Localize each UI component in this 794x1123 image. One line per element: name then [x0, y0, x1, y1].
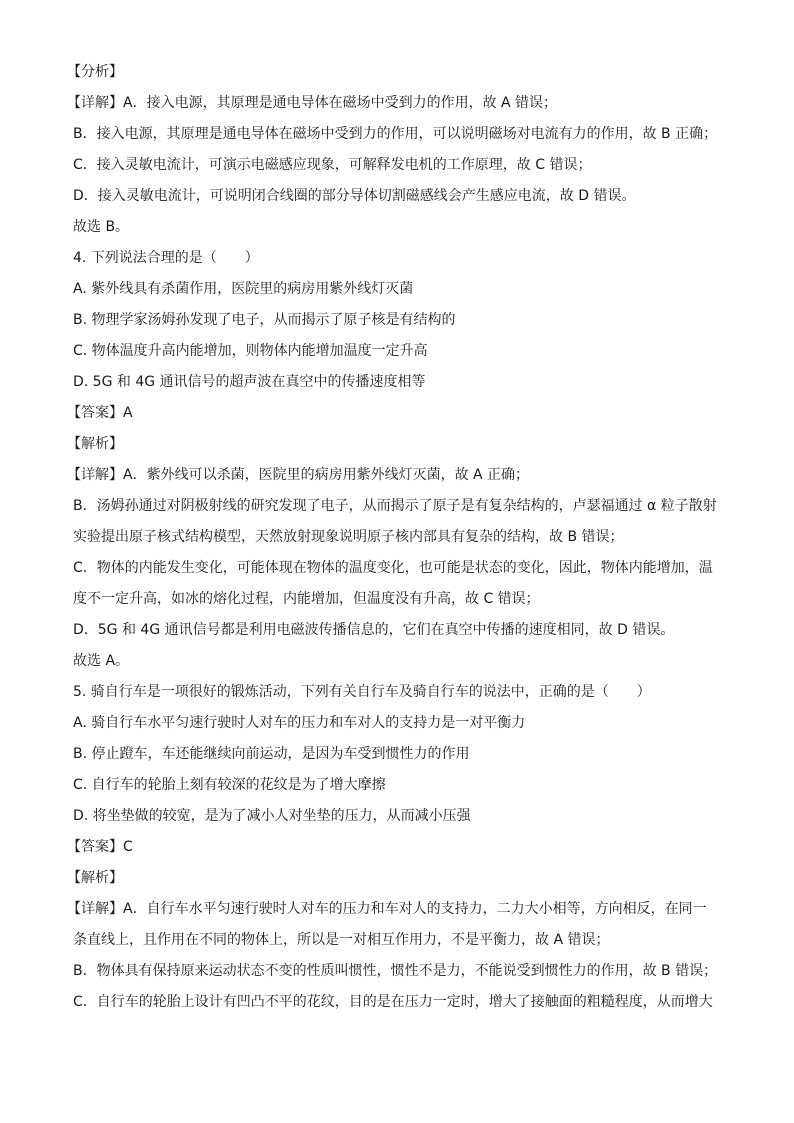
explanation-line: 【详解】A．接入电源，其原理是通电导体在磁场中受到力的作用，故 A 错误；: [67, 95, 558, 111]
explanation-line: C．自行车的轮胎上设计有凹凸不平的花纹，目的是在压力一定时，增大了接触面的粗糙程度，从而增大: [73, 994, 713, 1010]
section-label-answer: 【答案】C: [67, 839, 133, 855]
answer-choice-line: 故选 A。: [73, 653, 130, 669]
explanation-line: B．接入电源，其原理是通电导体在磁场中受到力的作用，可以说明磁场对电流有力的作用，故 B 正确；: [73, 126, 718, 142]
document-page: [67, 62, 721, 1023]
question-5-option-c: C. 自行车的轮胎上刻有较深的花纹是为了增大摩擦: [73, 777, 386, 793]
section-label-solution: 【解析】: [67, 436, 123, 452]
answer-choice-line: 故选 B。: [73, 219, 130, 235]
question-5-stem: 5. 骑自行车是一项很好的锻炼活动，下列有关自行车及骑自行车的说法中，正确的是（ ）: [73, 684, 651, 700]
question-5-option-b: B. 停止蹬车，车还能继续向前运动，是因为车受到惯性力的作用: [73, 746, 470, 762]
explanation-line: 度不一定升高，如冰的熔化过程，内能增加，但温度没有升高，故 C 错误；: [73, 591, 540, 607]
explanation-line: D．5G 和 4G 通讯信号都是利用电磁波传播信息的，它们在真空中传播的速度相同，故 D 错误。: [73, 622, 675, 638]
question-4-option-c: C. 物体温度升高内能增加，则物体内能增加温度一定升高: [73, 343, 428, 359]
question-4-option-b: B. 物理学家汤姆孙发现了电子，从而揭示了原子核是有结构的: [73, 312, 456, 328]
question-4-option-d: D. 5G 和 4G 通讯信号的超声波在真空中的传播速度相等: [73, 374, 426, 390]
explanation-line: 条直线上，且作用在不同的物体上，所以是一对相互作用力，不是平衡力，故 A 错误；: [73, 932, 610, 948]
question-5-option-d: D. 将坐垫做的较宽，是为了减小人对坐垫的压力，从而减小压强: [73, 808, 471, 824]
explanation-line: C．物体的内能发生变化，可能体现在物体的温度变化，也可能是状态的变化，因此，物体内能增加，温: [73, 560, 713, 576]
section-label-solution: 【解析】: [67, 870, 123, 886]
question-5-option-a: A. 骑自行车水平匀速行驶时人对车的压力和车对人的支持力是一对平衡力: [73, 715, 526, 731]
section-label-answer: 【答案】A: [67, 405, 133, 421]
explanation-line: B．物体具有保持原来运动状态不变的性质叫惯性，惯性不是力，不能说受到惯性力的作用，故 B 错误；: [73, 963, 718, 979]
question-4-option-a: A. 紫外线具有杀菌作用，医院里的病房用紫外线灯灭菌: [73, 281, 414, 297]
explanation-line: 实验提出原子核式结构模型，天然放射现象说明原子核内部具有复杂的结构，故 B 错误；: [73, 529, 624, 545]
explanation-line: B．汤姆孙通过对阴极射线的研究发现了电子，从而揭示了原子是有复杂结构的，卢瑟福通过 α 粒子散射: [73, 498, 717, 514]
explanation-line: 【详解】A．自行车水平匀速行驶时人对车的压力和车对人的支持力，二力大小相等，方向相反，在同一: [67, 901, 707, 917]
explanation-line: D．接入灵敏电流计，可说明闭合线圈的部分导体切割磁感线会产生感应电流，故 D 错误。: [73, 188, 636, 204]
explanation-line: C．接入灵敏电流计，可演示电磁感应现象，可解释发电机的工作原理，故 C 错误；: [73, 157, 592, 173]
question-4-stem: 4. 下列说法合理的是（ ）: [73, 250, 259, 266]
explanation-line: 【详解】A．紫外线可以杀菌，医院里的病房用紫外线灯灭菌，故 A 正确；: [67, 467, 530, 483]
section-label-analysis: 【分析】: [67, 64, 123, 80]
